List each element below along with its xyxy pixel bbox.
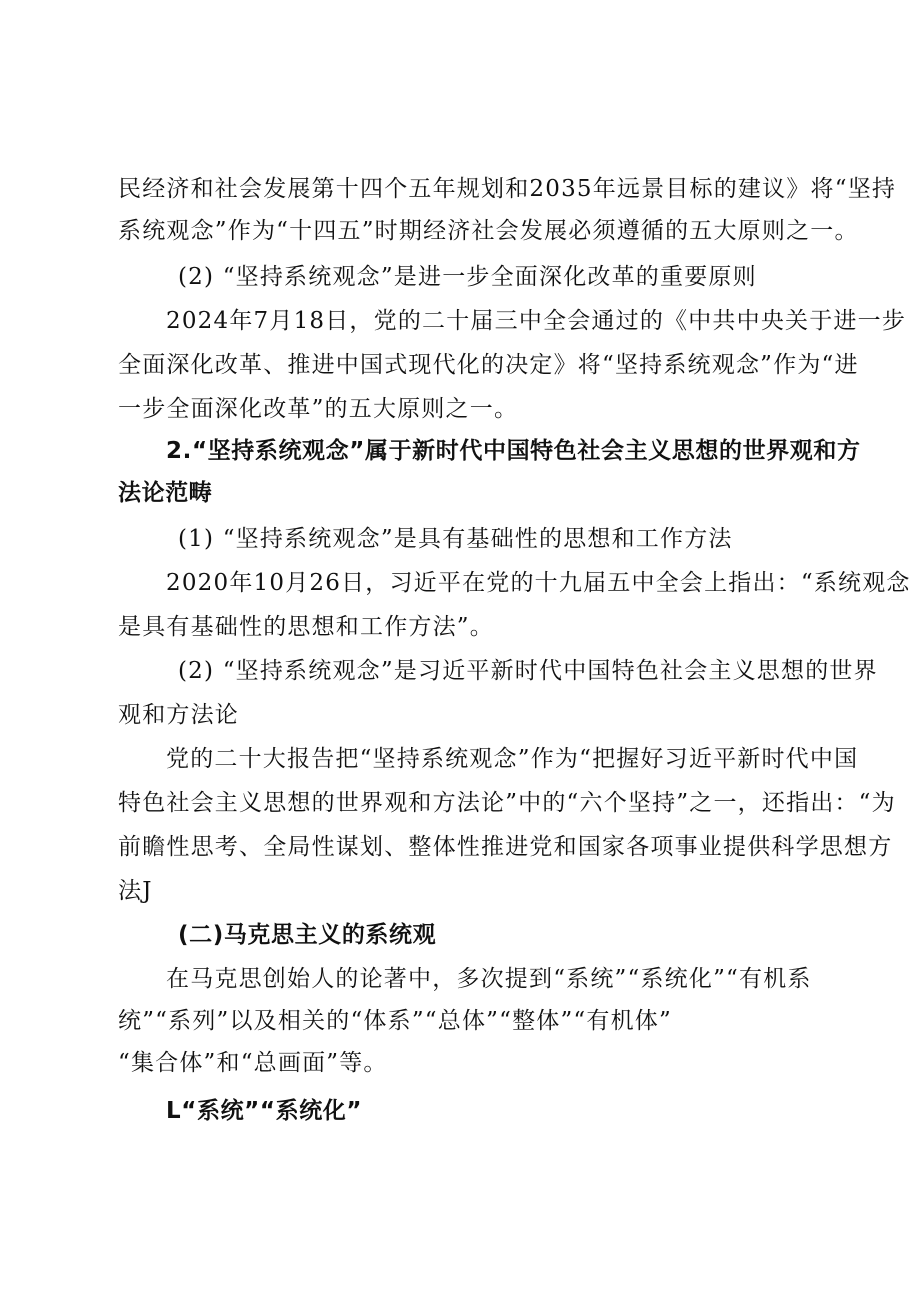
para2-line3: 一步全面深化改革”的五大原则之一。 [118, 396, 519, 422]
sub1-heading: (1) “坚持系统观念”是具有基础性的思想和工作方法 [178, 526, 733, 552]
para4-line3: 前瞻性思考、全局性谋划、整体性推进党和国家各项事业提供科学思想方 [118, 834, 893, 860]
para5-line3: “集合体”和“总画面”等。 [118, 1050, 388, 1076]
para4-line2: 特色社会主义思想的世界观和方法论”中的“六个坚持”之一，还指出：“为 [118, 790, 896, 816]
sub2b-heading-line1: (2) “坚持系统观念”是习近平新时代中国特色社会主义思想的世界 [178, 658, 878, 684]
para1-line2: 系统观念”作为“十四五”时期经济社会发展必须遵循的五大原则之一。 [118, 218, 859, 244]
final-heading: L“系统”“系统化” [166, 1098, 363, 1124]
para4-line1: 党的二十大报告把“坚持系统观念”作为“把握好习近平新时代中国 [166, 746, 859, 772]
para5-line1: 在马克思创始人的论著中，多次提到“系统”“系统化”“有机系 [166, 966, 812, 992]
para5-line2: 统”“系列”以及相关的“体系”“总体”“整体”“有机体” [118, 1008, 672, 1034]
para1-line1: 民经济和社会发展第十四个五年规划和2035年远景目标的建议》将“坚持 [118, 176, 897, 202]
para4-line4: 法J [118, 878, 153, 904]
para3-line1: 2020年10月26日，习近平在党的十九届五中全会上指出：“系统观念 [166, 570, 911, 596]
para2-line2: 全面深化改革、推进中国式现代化的决定》将“坚持系统观念”作为“进 [118, 352, 859, 378]
para3-line2: 是具有基础性的思想和工作方法”。 [118, 614, 494, 640]
section2-heading-line2: 法论范畴 [118, 480, 213, 506]
section-marx-heading: (二)马克思主义的系统观 [178, 922, 437, 948]
para2-line1: 2024年7月18日，党的二十届三中全会通过的《中共中央关于进一步 [166, 308, 907, 334]
section2-heading-line1: 2.“坚持系统观念”属于新时代中国特色社会主义思想的世界观和方 [166, 438, 861, 464]
sub2-heading: (2) “坚持系统观念”是进一步全面深化改革的重要原则 [178, 264, 757, 290]
sub2b-heading-line2: 观和方法论 [118, 702, 239, 728]
